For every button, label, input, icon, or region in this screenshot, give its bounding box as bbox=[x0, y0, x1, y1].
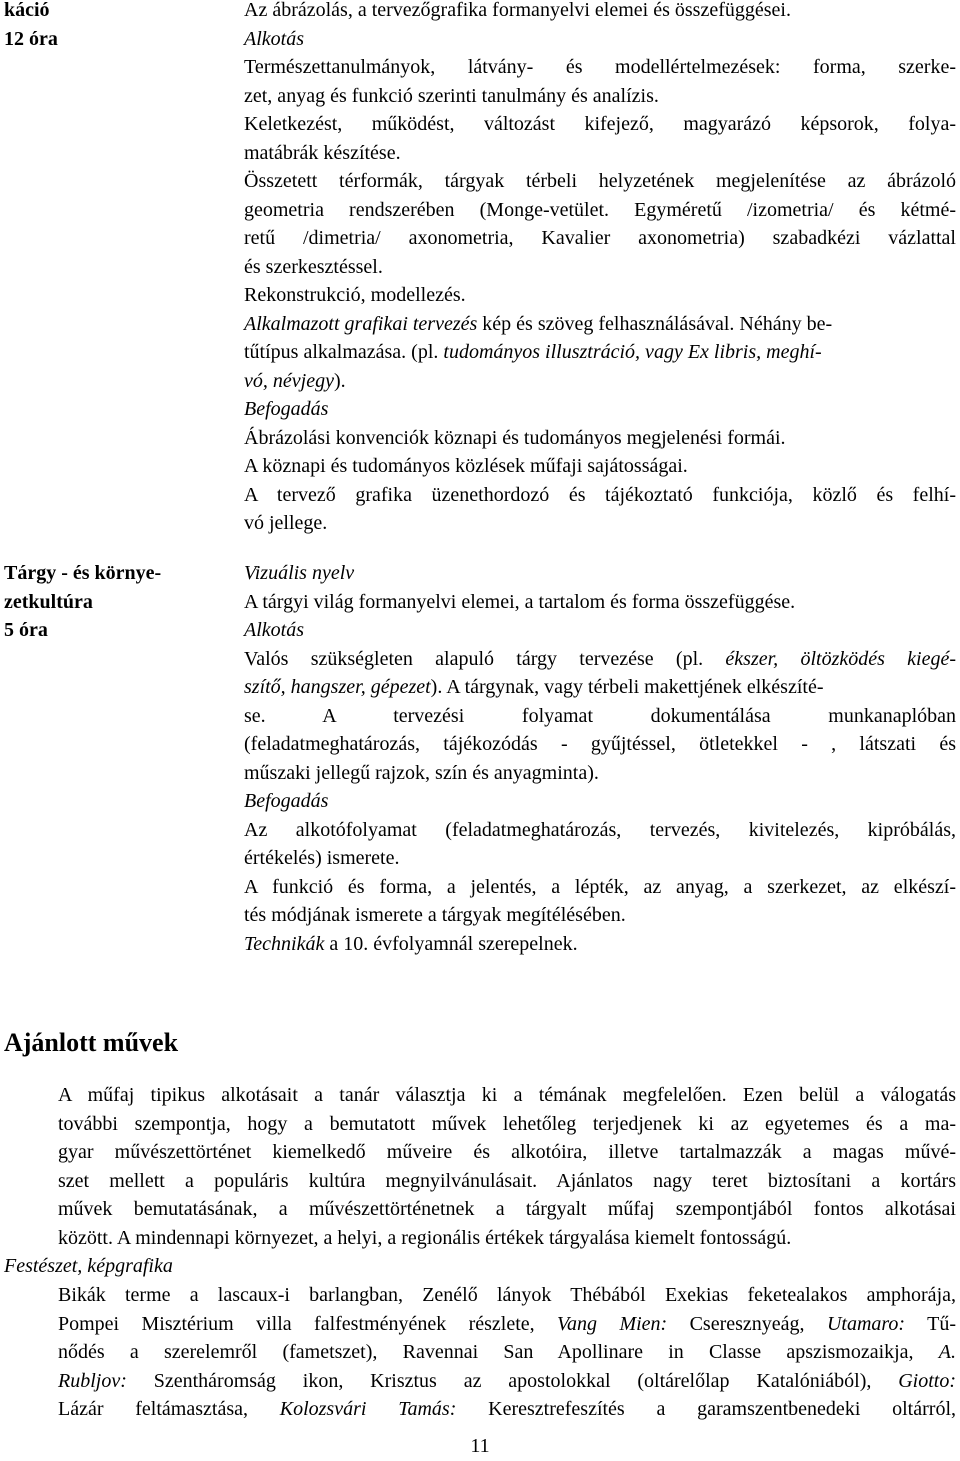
artist-name: Vang Mien: bbox=[557, 1312, 668, 1335]
section-2-label bbox=[4, 559, 236, 645]
content-line: művek bemutatásának, a művészettörténetnek a tárgyalt műfaj szempontjából fontos alkotásai bbox=[58, 1198, 956, 1220]
content-line: Ábrázolási konvenciók köznapi és tudományos megjelenési formái. bbox=[244, 426, 786, 449]
content-line bbox=[244, 338, 956, 367]
content-line: A tárgyi világ formanyelvi elemei, a tartalom és forma összefüggése. bbox=[244, 590, 796, 613]
content-line: értékelés) ismerete. bbox=[244, 847, 400, 869]
emphasis: Alkalmazott grafikai tervezés bbox=[244, 312, 478, 335]
content-line: további szempontja, hogy a bemutatott művek lehetőleg terjedjenek ki az egyetemes és a ma- bbox=[58, 1112, 956, 1135]
emphasis: szítő, hangszer, gépezet bbox=[244, 676, 431, 698]
artist-name: Rubljov: bbox=[58, 1369, 127, 1392]
text: ). bbox=[333, 369, 346, 392]
text: Valós szükségleten alapuló tárgy tervezése (pl. bbox=[244, 647, 704, 670]
section-1-hours: 12 óra bbox=[4, 27, 58, 50]
content-line bbox=[58, 1367, 956, 1396]
content-line: Rekonstrukció, modellezés. bbox=[244, 284, 466, 306]
content-line bbox=[244, 310, 956, 339]
content-line: gyar művészettörténet kiemelkedő műveire és alkotóira, illetve tartalmazzák a magas művé- bbox=[58, 1141, 956, 1163]
subheading-alkotas: Alkotás bbox=[244, 27, 304, 50]
content-line: matábrák készítése. bbox=[244, 141, 401, 164]
section-2-title-line: Tárgy - és környe- bbox=[4, 562, 162, 584]
artist-name: Giotto: bbox=[898, 1369, 956, 1392]
content-line: se. A tervezési folyamat dokumentálása munkanaplóban bbox=[244, 704, 956, 727]
content-line: Természettanulmányok, látvány- és modellértelmezések: forma, szerke- bbox=[244, 56, 956, 78]
emphasis: ékszer, öltözködés kiegé- bbox=[725, 647, 956, 670]
content-line: vó jellege. bbox=[244, 512, 328, 534]
content-line: retű /dimetria/ axonometria, Kavalier axonometria) szabadkézi vázlattal bbox=[244, 227, 956, 249]
emphasis: vó, névjegy bbox=[244, 369, 334, 392]
text: Keresztrefeszítés a garamszentbenedeki oltárról, bbox=[456, 1398, 956, 1420]
subheading-befogadas: Befogadás bbox=[244, 398, 329, 420]
content-line bbox=[244, 930, 956, 959]
text: Cseresznyeág, bbox=[667, 1312, 827, 1335]
recommended-intro-paragraph bbox=[58, 1081, 956, 1252]
content-line: szet mellett a populáris kultúra megnyilvánulásait. Ajánlatos nagy teret biztosítani a kortárs bbox=[58, 1169, 956, 1192]
artist-name: Utamaro: bbox=[826, 1312, 906, 1335]
text: nődés a szerelemről (fametszet), Ravennai San Apollinare in Classe apszismozaikja, bbox=[58, 1341, 939, 1363]
section-1-title-fragment: káció bbox=[4, 0, 50, 21]
text: Szentháromság ikon, Krisztus az apostolokkal (oltárelőlap Katalóniából), bbox=[126, 1369, 899, 1392]
text: Tű- bbox=[905, 1312, 956, 1335]
section-2-title-line: zetkultúra bbox=[4, 590, 93, 613]
content-line: A funkció és forma, a jelentés, a lépték, az anyag, a szerkezet, az elkészí- bbox=[244, 875, 956, 898]
content-line bbox=[58, 1338, 956, 1367]
text: kép és szöveg felhasználásával. Néhány be- bbox=[482, 312, 833, 335]
text: Pompei Misztérium villa falfestményének részlete, bbox=[58, 1312, 558, 1335]
artist-name: Kolozsvári Tamás: bbox=[279, 1398, 457, 1420]
subheading-festeszet-kepgrafika: Festészet, képgrafika bbox=[4, 1255, 173, 1277]
subheading-vizualis-nyelv: Vizuális nyelv bbox=[244, 562, 355, 584]
section-2-content bbox=[244, 559, 956, 958]
content-line: geometria rendszerében (Monge-vetület. Egyméretű /izometria/ és kétmé- bbox=[244, 198, 956, 221]
section-1-label bbox=[4, 0, 236, 53]
artist-name: A. bbox=[938, 1341, 956, 1363]
content-line: Összetett térformák, tárgyak térbeli helyzetének megjelenítése az ábrázoló bbox=[244, 170, 956, 192]
page-number: 11 bbox=[470, 1435, 490, 1457]
content-line bbox=[244, 673, 956, 702]
content-line: A műfaj tipikus alkotásait a tanár választja ki a témának megfelelően. Ezen belül a válogatás bbox=[58, 1084, 956, 1106]
content-line: tés módjának ismerete a tárgyak megítélésében. bbox=[244, 904, 626, 926]
text: a 10. évfolyamnál szerepelnek. bbox=[324, 932, 578, 955]
content-line: (feladatmeghatározás, tájékozódás - gyűjtéssel, ötletekkel - , látszati és bbox=[244, 733, 956, 755]
content-line: Bikák terme a lascaux-i barlangban, Zenélő lányok Thébából Exekias feketealakos amphorája, bbox=[58, 1284, 956, 1306]
content-line: Az ábrázolás, a tervezőgrafika formanyelvi elemei és összefüggései. bbox=[244, 0, 791, 21]
subheading-alkotas: Alkotás bbox=[244, 619, 304, 641]
subheading-befogadas: Befogadás bbox=[244, 790, 329, 812]
content-line bbox=[58, 1395, 956, 1424]
emphasis: Technikák bbox=[244, 932, 325, 955]
content-line: között. A mindennapi környezet, a helyi, a regionális értékek tárgyalása kiemelt fontosságú. bbox=[58, 1226, 792, 1249]
content-line bbox=[58, 1310, 956, 1339]
content-line: A tervező grafika üzenethordozó és tájékoztató funkciója, közlő és felhí- bbox=[244, 483, 956, 506]
painting-works-list bbox=[58, 1281, 956, 1424]
painting-subheading bbox=[4, 1252, 956, 1281]
content-line: Az alkotófolyamat (feladatmeghatározás, tervezés, kivitelezés, kipróbálás, bbox=[244, 818, 956, 841]
content-line bbox=[244, 367, 956, 396]
text: Lázár feltámasztása, bbox=[58, 1398, 280, 1420]
content-line: zet, anyag és funkció szerinti tanulmány és analízis. bbox=[244, 84, 659, 107]
section-1-content bbox=[244, 0, 956, 538]
emphasis: tudományos illusztráció, vagy Ex libris, meghí- bbox=[443, 341, 822, 363]
text: ). A tárgynak, vagy térbeli makettjének elkészíté- bbox=[430, 676, 824, 698]
content-line: műszaki jellegű rajzok, szín és anyagminta). bbox=[244, 761, 599, 784]
content-line bbox=[244, 645, 956, 674]
content-line: Keletkezést, működést, változást kifejező, magyarázó képsorok, folya- bbox=[244, 113, 956, 135]
content-line: és szerkesztéssel. bbox=[244, 255, 383, 278]
text: tűtípus alkalmazása. (pl. bbox=[244, 341, 439, 363]
content-line: A köznapi és tudományos közlések műfaji sajátosságai. bbox=[244, 455, 688, 477]
section-2-hours: 5 óra bbox=[4, 619, 48, 641]
recommended-works-heading: Ajánlott művek bbox=[4, 1028, 179, 1057]
